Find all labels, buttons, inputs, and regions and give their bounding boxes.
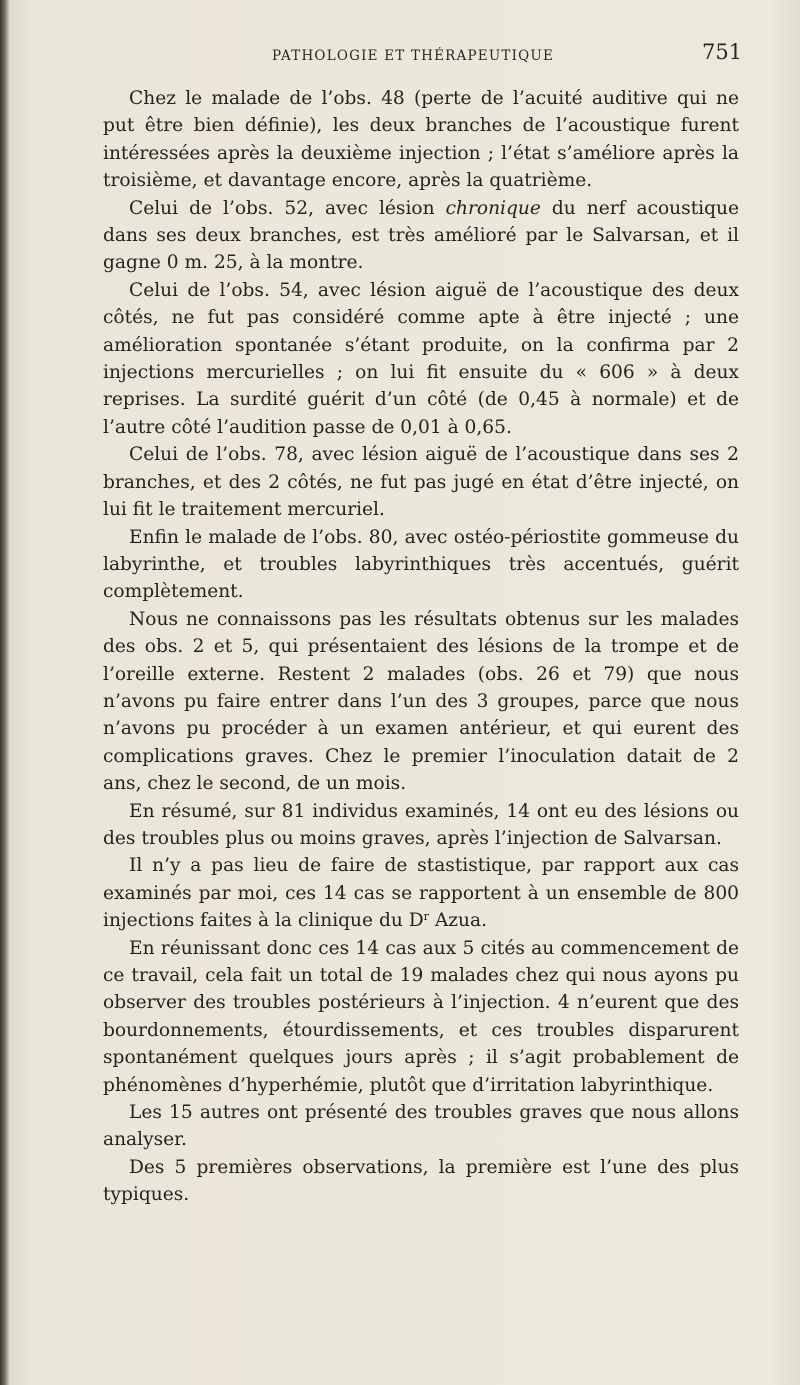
paragraph <box>103 277 739 441</box>
text-run: Les 15 autres ont présenté des troubles graves que nous allons analyser. <box>103 1102 739 1151</box>
text-run: Celui de l’obs. 52, avec lésion <box>129 197 446 219</box>
paragraph <box>103 1099 739 1154</box>
paragraph <box>103 606 739 798</box>
paragraph <box>103 195 739 277</box>
paragraph <box>103 852 739 934</box>
running-title: PATHOLOGIE ET THÉRAPEUTIQUE <box>272 48 555 64</box>
binding-edge <box>0 0 9 1385</box>
paragraph <box>103 85 739 195</box>
text-run: Il n’y a pas lieu de faire de stastistique, par rapport aux cas examinés par moi, ces 14 cas se rapportent à un ensemble de 800 injections faites à la clinique du D <box>103 855 739 932</box>
paragraph <box>103 1154 739 1209</box>
text-run: Chez le malade de l’obs. 48 (perte de l’acuité auditive qui ne put être bien définie), les deux branches de l’acoustique furent intéressées après la deuxième injection ; l’état s’améliore après la troisième, et davantage encore, après la quatrième. <box>103 88 739 192</box>
paragraph <box>103 935 739 1099</box>
paragraph <box>103 524 739 606</box>
superscript-text: r <box>423 910 429 924</box>
text-run: En résumé, sur 81 individus examinés, 14 ont eu des lésions ou des troubles plus ou moins graves, après l’injection de Salvarsan. <box>103 800 739 849</box>
text-run: Azua. <box>428 910 488 932</box>
paragraph <box>103 798 739 853</box>
text-run: Des 5 premières observations, la première est l’une des plus typiques. <box>103 1156 739 1206</box>
italic-text: chronique <box>445 197 541 219</box>
body-text <box>103 85 739 1209</box>
page-header <box>0 40 800 70</box>
text-run: Nous ne connaissons pas les résultats obtenus sur les malades des obs. 2 et 5, qui présentaient des lésions de la trompe et de l’oreille externe. Restent 2 malades (obs. 26 et 79) que nous n’avons pu faire entrer dans l’un des 3 groupes, parce que nous n’avons pu procéder à un examen antérieur, et qui eurent des complications graves. Chez le premier l’inoculation datait de 2 ans, chez le second, de un mois. <box>103 608 739 795</box>
text-run: En réunissant donc ces 14 cas aux 5 cités au commencement de ce travail, cela fait un total de 19 malades chez qui nous ayons pu observer des troubles postérieurs à l’injection. 4 n’eurent que des bourdonnements, étourdissements, et ces troubles disparurent spontanément quelques jours après ; il s’agit probablement de phénomènes d’hyperhémie, plutôt que d’irritation labyrinthique. <box>103 937 739 1096</box>
text-run: du nerf acoustique dans ses deux branches, est très amélioré par le Salvarsan, et il gagne 0 m. 25, à la montre. <box>103 197 740 274</box>
paragraph <box>103 441 739 523</box>
text-run: Celui de l’obs. 78, avec lésion aiguë de l’acoustique dans ses 2 branches, et des 2 côtés, ne fut pas jugé en état d’être injecté, on lui fit le traitement mercuriel. <box>103 444 739 521</box>
page-number: 751 <box>702 40 743 64</box>
text-run: Celui de l’obs. 54, avec lésion aiguë de l’acoustique des deux côtés, ne fut pas considéré comme apte à être injecté ; une amélioration spontanée s’étant produite, on la confirma par 2 injections mercurielles ; on lui fit ensuite du « 606 » à deux reprises. La surdité guérit d’un côté (de 0,45 à normale) et de l’autre côté l’audition passe de 0,01 à 0,65. <box>103 279 739 438</box>
text-run: Enfin le malade de l’obs. 80, avec ostéo-périostite gommeuse du labyrinthe, et troubles labyrinthiques très accentués, guérit complètement. <box>103 526 739 603</box>
